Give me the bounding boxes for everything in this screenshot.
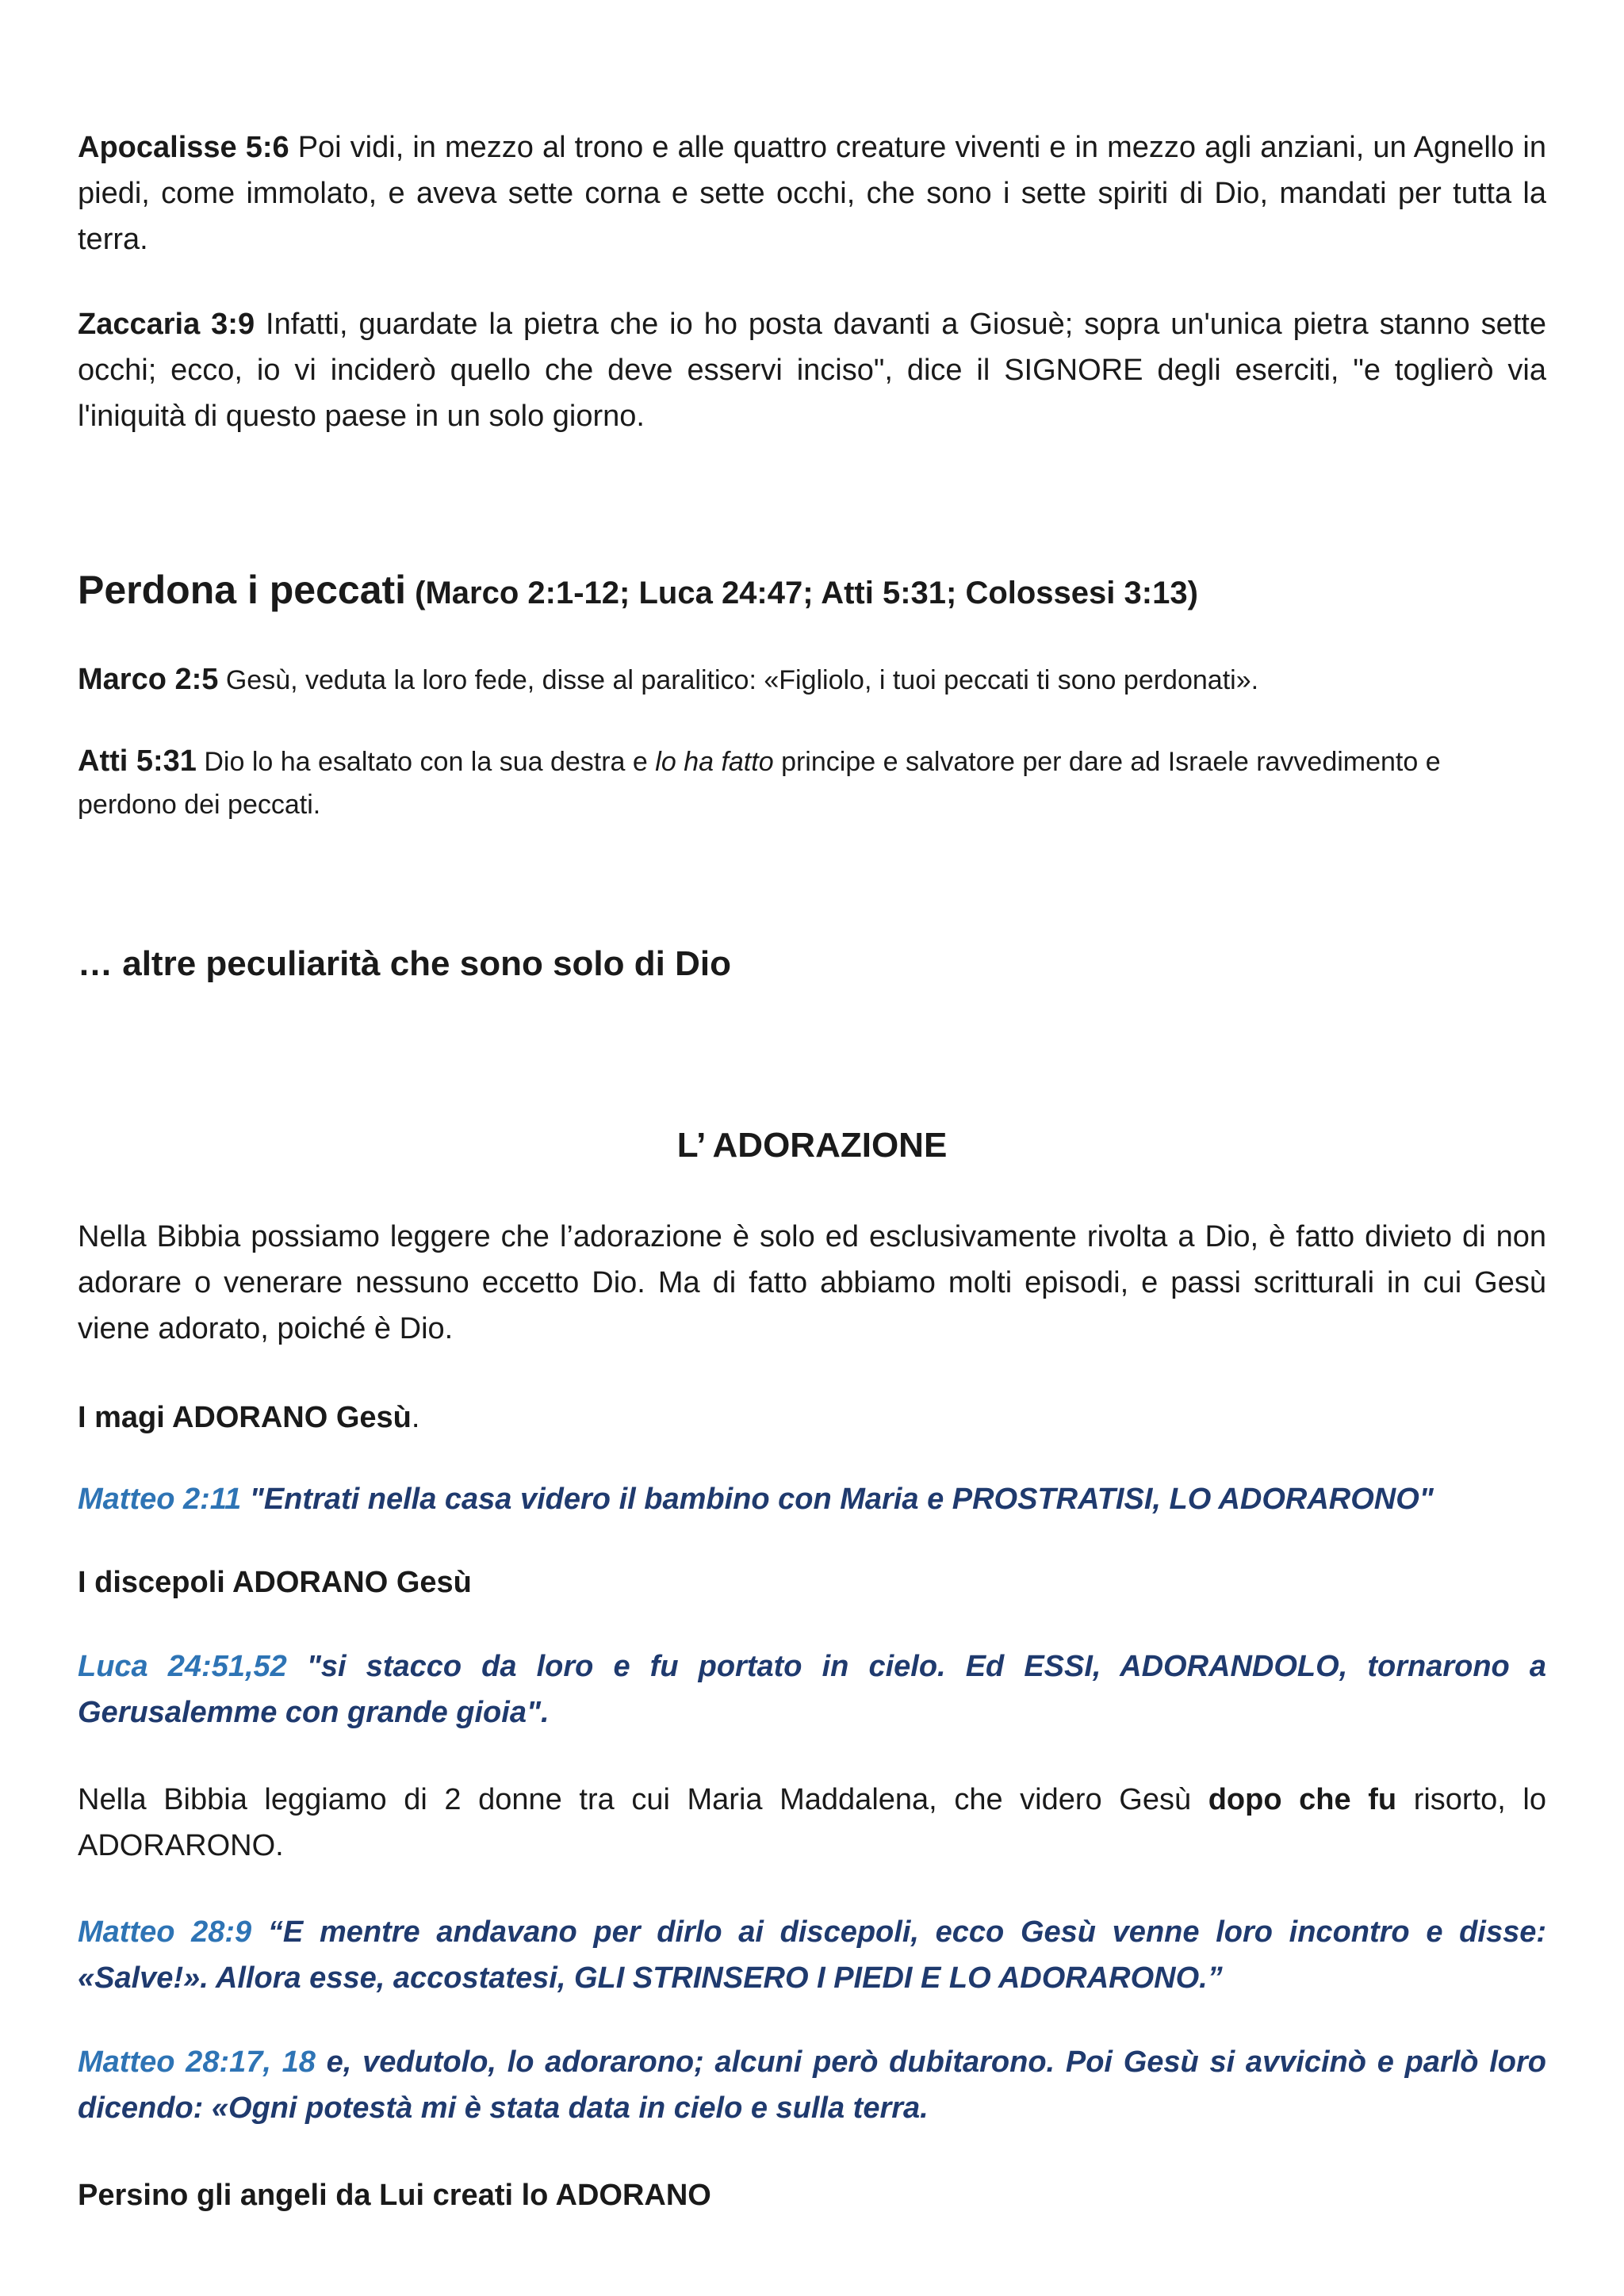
verse-quote: e, vedutolo, lo adorarono; alcuni però dubitarono. Poi Gesù si avvicinò e parlò loro dicendo: «Ogni potestà mi è stata data in cielo e sulla terra. bbox=[78, 2045, 1546, 2125]
statement-magi bbox=[78, 1395, 1546, 1441]
paragraph-bold: dopo che fu bbox=[1208, 1783, 1397, 1816]
heading-title: Perdona i peccati bbox=[78, 568, 407, 612]
verse-matteo-28-9 bbox=[78, 1909, 1546, 2001]
statement-bold: I magi ADORANO Gesù bbox=[78, 1401, 412, 1434]
verse-reference: Luca 24:51,52 bbox=[78, 1650, 287, 1683]
verse-reference: Atti 5:31 bbox=[78, 744, 197, 778]
verse-reference: Marco 2:5 bbox=[78, 663, 219, 696]
section-heading-perdona bbox=[78, 564, 1546, 618]
verse-atti-5-31 bbox=[78, 740, 1546, 826]
verse-apocalisse-5-6 bbox=[78, 124, 1546, 262]
statement-angeli bbox=[78, 2172, 1546, 2218]
paragraph-text-b: risorto, lo ADORARONO. bbox=[78, 1783, 1546, 1862]
paragraph-donne bbox=[78, 1777, 1546, 1869]
verse-quote: "Entrati nella casa videro il bambino con Maria e PROSTRATISI, LO ADORARONO" bbox=[241, 1483, 1434, 1516]
verse-reference: Zaccaria 3:9 bbox=[78, 308, 255, 341]
statement-bold: Persino gli angeli da Lui creati lo ADORANO bbox=[78, 2179, 711, 2212]
verse-text: Poi vidi, in mezzo al trono e alle quattro creature viventi e in mezzo agli anziani, un Agnello in piedi, come immolato, e aveva sette corna e sette occhi, che sono i sette spiriti di Dio, mandati per tutta la terra. bbox=[78, 131, 1546, 256]
statement-bold: I discepoli ADORANO Gesù bbox=[78, 1566, 472, 1599]
paragraph-intro-adorazione: Nella Bibbia possiamo leggere che l’adorazione è solo ed esclusivamente rivolta a Dio, è fatto divieto di non adorare o venerare nessuno eccetto Dio. Ma di fatto abbiamo molti episodi, e passi scritturali in cui Gesù viene adorato, poiché è Dio. bbox=[78, 1220, 1546, 1345]
paragraph-text-a: Nella Bibbia leggiamo di 2 donne tra cui Maria Maddalena, che videro Gesù bbox=[78, 1783, 1208, 1816]
verse-matteo-2-11 bbox=[78, 1476, 1546, 1522]
verse-reference: Matteo 28:9 bbox=[78, 1915, 252, 1949]
verse-text-b: principe e salvatore per dare ad Israele ravvedimento e perdono dei peccati. bbox=[78, 747, 1441, 820]
section-heading-adorazione: L’ ADORAZIONE bbox=[676, 1126, 948, 1165]
verse-reference: Matteo 2:11 bbox=[78, 1483, 242, 1516]
verse-luca-24-51 bbox=[78, 1644, 1546, 1735]
verse-text: Infatti, guardate la pietra che io ho posta davanti a Giosuè; sopra un'unica pietra stanno sette occhi; ecco, io vi inciderò quello che deve esservi inciso", dice il SIGNORE degli eserciti, "e toglierò via l'iniquità di questo paese in un solo giorno. bbox=[78, 308, 1546, 433]
verse-quote: “E mentre andavano per dirlo ai discepoli, ecco Gesù venne loro incontro e disse: «Salve!». Allora esse, accostatesi, GLI STRINSERO I PIEDI E LO ADORARONO.” bbox=[78, 1915, 1546, 1995]
section-heading-peculiarita: … altre peculiarità che sono solo di Dio bbox=[78, 944, 731, 983]
heading-references: (Marco 2:1-12; Luca 24:47; Atti 5:31; Colossesi 3:13) bbox=[406, 576, 1198, 610]
verse-text: Gesù, veduta la loro fede, disse al paralitico: «Figliolo, i tuoi peccati ti sono perdonati». bbox=[218, 665, 1259, 695]
verse-reference: Matteo 28:17, 18 bbox=[78, 2045, 316, 2079]
verse-reference: Apocalisse 5:6 bbox=[78, 131, 289, 164]
verse-text-italic: lo ha fatto bbox=[655, 747, 774, 777]
statement-discepoli bbox=[78, 1559, 1546, 1605]
verse-matteo-28-17 bbox=[78, 2039, 1546, 2131]
verse-zaccaria-3-9 bbox=[78, 301, 1546, 439]
verse-text-a: Dio lo ha esaltato con la sua destra e bbox=[196, 747, 656, 777]
verse-quote: "si stacco da loro e fu portato in cielo. Ed ESSI, ADORANDOLO, tornarono a Gerusalemme con grande gioia". bbox=[78, 1650, 1546, 1729]
statement-tail: . bbox=[411, 1401, 420, 1434]
verse-marco-2-5 bbox=[78, 658, 1546, 702]
